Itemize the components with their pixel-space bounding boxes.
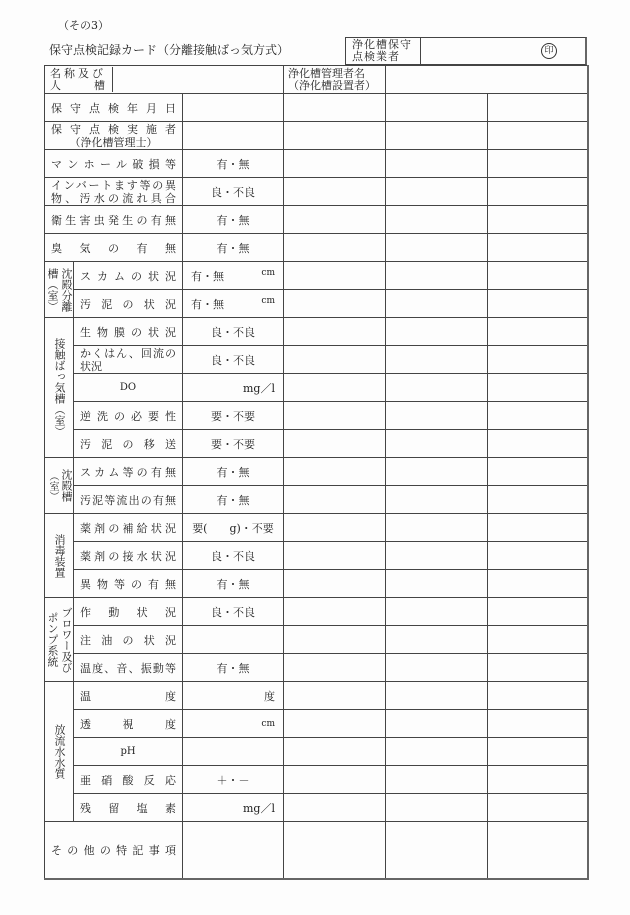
cell[interactable] <box>284 682 386 710</box>
category-separation-tank <box>45 262 74 318</box>
cell[interactable] <box>284 290 386 318</box>
category-contact-aeration-label: 接触ばっ気槽（室） <box>53 338 66 437</box>
item-label: 汚泥の状況 <box>74 290 183 318</box>
value-choice: 有・無 <box>191 297 224 311</box>
item-value <box>183 626 284 654</box>
category-pump-blower <box>45 598 74 682</box>
manager-name-label <box>284 66 386 94</box>
cell[interactable] <box>386 234 488 262</box>
cell[interactable] <box>386 794 488 822</box>
table-row <box>45 682 588 710</box>
cell[interactable] <box>284 458 386 486</box>
table-row <box>45 710 588 738</box>
item-label <box>74 346 183 374</box>
cell[interactable] <box>284 234 386 262</box>
table-row <box>45 654 588 682</box>
cell[interactable] <box>488 598 588 626</box>
cell[interactable] <box>284 262 386 290</box>
cell[interactable] <box>488 682 588 710</box>
cell[interactable] <box>386 542 488 570</box>
name-label-tank: 槽 <box>94 79 108 92</box>
manager-label-line1: 浄化槽管理者名 <box>288 66 365 80</box>
item-label: 温度 <box>74 682 183 710</box>
item-label: 生物膜の状況 <box>74 318 183 346</box>
cell[interactable] <box>488 150 588 178</box>
table-row <box>45 514 588 542</box>
cell[interactable] <box>284 598 386 626</box>
table-row <box>45 570 588 598</box>
cell[interactable] <box>284 346 386 374</box>
cell[interactable] <box>284 206 386 234</box>
item-value: 要( g)・不要 <box>183 514 284 542</box>
cell[interactable] <box>386 514 488 542</box>
item-unit: mg／l <box>183 794 284 822</box>
category-pump-col1: ポンプ系統 <box>46 612 59 667</box>
item-value: 有・無 <box>183 458 284 486</box>
cell[interactable] <box>284 822 386 879</box>
category-separation-col1: 沈殿分離 <box>60 267 73 312</box>
cell[interactable] <box>488 626 588 654</box>
cell[interactable] <box>488 654 588 682</box>
row-label-other-notes: その他の特記事項 <box>45 822 183 879</box>
cell[interactable] <box>386 654 488 682</box>
seal-stamp-icon: 印 <box>541 43 557 59</box>
cell[interactable] <box>488 374 588 402</box>
item-label: 汚泥等流出の有無 <box>74 486 183 514</box>
value-unit: cm <box>261 295 275 306</box>
row-value-odor: 有・無 <box>183 234 284 262</box>
category-settling-col2: （室） <box>47 470 58 501</box>
cell[interactable] <box>284 710 386 738</box>
item-label-line2: 状況 <box>80 359 102 373</box>
name-label-line1: 名称及び <box>50 67 106 80</box>
item-value: 良・不良 <box>183 346 284 374</box>
cell[interactable] <box>386 738 488 766</box>
cell[interactable] <box>386 178 488 206</box>
cell[interactable] <box>488 346 588 374</box>
item-label: 汚泥の移送 <box>74 430 183 458</box>
table-row <box>45 94 588 122</box>
item-label: スカムの状況 <box>74 262 183 290</box>
cell[interactable] <box>386 486 488 514</box>
table-row <box>45 794 588 822</box>
cell[interactable] <box>386 150 488 178</box>
table-row <box>45 738 588 766</box>
item-unit: cm <box>183 710 284 738</box>
item-label: 亜硝酸反応 <box>74 766 183 794</box>
cell[interactable] <box>488 766 588 794</box>
cell[interactable] <box>183 122 284 150</box>
cell[interactable] <box>284 794 386 822</box>
table-row <box>45 318 588 346</box>
cell[interactable] <box>284 94 386 122</box>
item-value: 有・無 <box>183 570 284 598</box>
table-row-other-notes <box>45 822 588 879</box>
category-disinfection-label: 消毒装置 <box>53 533 66 578</box>
category-effluent-label: 放流水水質 <box>53 724 66 779</box>
inspector-line1: 保守点検実施者 <box>51 122 176 136</box>
category-separation-col2: 槽（室） <box>46 267 59 312</box>
category-settling-col1: 沈殿槽 <box>60 469 73 502</box>
cell[interactable] <box>386 458 488 486</box>
item-label: 透視度 <box>74 710 183 738</box>
cell[interactable] <box>386 682 488 710</box>
item-value: 有・無 <box>183 486 284 514</box>
cell[interactable] <box>488 458 588 486</box>
item-value: ＋・－ <box>183 766 284 794</box>
table-row <box>45 262 588 290</box>
cell[interactable] <box>488 430 588 458</box>
cell[interactable] <box>488 570 588 598</box>
item-label: 残留塩素 <box>74 794 183 822</box>
cell[interactable] <box>488 290 588 318</box>
maintenance-contractor-label <box>346 38 421 64</box>
table-row <box>45 430 588 458</box>
name-capacity-field[interactable] <box>113 67 183 92</box>
cell[interactable] <box>284 766 386 794</box>
item-label-line1: かくはん、回流の <box>80 346 176 360</box>
row-label-date: 保守点検年月日 <box>45 94 183 122</box>
manager-name-field[interactable] <box>386 66 588 94</box>
cell[interactable] <box>284 738 386 766</box>
cell[interactable] <box>488 262 588 290</box>
cell[interactable] <box>386 94 488 122</box>
cell[interactable] <box>183 822 284 879</box>
table-row <box>45 598 588 626</box>
manager-label-line2: （浄化槽設置者） <box>288 78 376 92</box>
row-value-pests: 有・無 <box>183 206 284 234</box>
cell[interactable] <box>386 430 488 458</box>
cell[interactable] <box>284 514 386 542</box>
cell[interactable] <box>284 626 386 654</box>
table-row <box>45 766 588 794</box>
cell[interactable] <box>284 402 386 430</box>
cell[interactable] <box>386 710 488 738</box>
cell[interactable] <box>284 430 386 458</box>
row-label-pests: 衛生害虫発生の有無 <box>45 206 183 234</box>
inspector-line2: （浄化槽管理士） <box>69 135 158 149</box>
table-row <box>45 122 588 150</box>
cell[interactable] <box>386 626 488 654</box>
cell[interactable] <box>386 374 488 402</box>
cell[interactable] <box>386 598 488 626</box>
category-effluent-quality <box>45 682 74 822</box>
table-row <box>45 458 588 486</box>
table-row <box>45 542 588 570</box>
item-value: 良・不良 <box>183 542 284 570</box>
cell[interactable] <box>284 542 386 570</box>
row-value-manhole: 有・無 <box>183 150 284 178</box>
row-label-manhole: マンホール破損等 <box>45 150 183 178</box>
item-label: DO <box>74 374 183 402</box>
cell[interactable] <box>386 822 488 879</box>
table-row <box>45 206 588 234</box>
item-unit: mg／l <box>183 374 284 402</box>
cell[interactable] <box>386 206 488 234</box>
cell[interactable] <box>488 710 588 738</box>
contractor-label-line2: 点検業者 <box>352 50 400 63</box>
item-unit <box>183 738 284 766</box>
cell[interactable] <box>386 318 488 346</box>
page-note: （その3） <box>58 19 109 32</box>
cell[interactable] <box>183 94 284 122</box>
item-value: 要・不要 <box>183 402 284 430</box>
cell[interactable] <box>488 122 588 150</box>
cell[interactable] <box>284 374 386 402</box>
item-unit: 度 <box>183 682 284 710</box>
cell[interactable] <box>284 486 386 514</box>
category-settling-tank <box>45 458 74 514</box>
invert-line1: インバートます等の異 <box>51 178 176 192</box>
category-disinfection <box>45 514 74 598</box>
table-row <box>45 290 588 318</box>
item-value: 良・不良 <box>183 318 284 346</box>
item-label: 異物等の有無 <box>74 570 183 598</box>
item-label: 作動状況 <box>74 598 183 626</box>
header-row <box>45 66 588 94</box>
cell[interactable] <box>488 542 588 570</box>
cell[interactable] <box>386 766 488 794</box>
row-label-odor: 臭気の有無 <box>45 234 183 262</box>
invert-line2: 物、汚水の流れ具合 <box>51 191 176 205</box>
value-unit: cm <box>261 267 275 278</box>
item-value <box>183 262 284 290</box>
category-pump-col2: ブロワー及び <box>60 606 73 673</box>
cell[interactable] <box>284 570 386 598</box>
value-choice: 有・無 <box>191 269 224 283</box>
cell[interactable] <box>284 122 386 150</box>
item-label: 注油の状況 <box>74 626 183 654</box>
item-value: 有・無 <box>183 654 284 682</box>
cell[interactable] <box>488 514 588 542</box>
cell[interactable] <box>284 178 386 206</box>
item-label: 逆洗の必要性 <box>74 402 183 430</box>
cell[interactable] <box>386 346 488 374</box>
table-row <box>45 150 588 178</box>
row-value-invert: 良・不良 <box>183 178 284 206</box>
cell[interactable] <box>386 402 488 430</box>
item-value <box>183 290 284 318</box>
item-label: スカム等の有無 <box>74 458 183 486</box>
table-row <box>45 178 588 206</box>
table-row <box>45 626 588 654</box>
cell[interactable] <box>488 402 588 430</box>
cell[interactable] <box>284 150 386 178</box>
cell[interactable] <box>488 206 588 234</box>
cell[interactable] <box>386 570 488 598</box>
cell[interactable] <box>488 318 588 346</box>
table-row <box>45 234 588 262</box>
cell[interactable] <box>488 738 588 766</box>
cell[interactable] <box>284 318 386 346</box>
table-row <box>45 486 588 514</box>
cell[interactable] <box>386 122 488 150</box>
cell[interactable] <box>386 290 488 318</box>
contractor-label-line1: 浄化槽保守 <box>352 38 412 51</box>
maintenance-contractor-box <box>345 37 587 65</box>
table-row <box>45 402 588 430</box>
name-label-people: 人 <box>50 79 64 92</box>
item-label: 薬剤の補給状況 <box>74 514 183 542</box>
item-label: 温度、音、振動等 <box>74 654 183 682</box>
cell[interactable] <box>284 654 386 682</box>
item-value: 良・不良 <box>183 598 284 626</box>
table-row <box>45 346 588 374</box>
cell[interactable] <box>488 94 588 122</box>
row-label-inspector <box>45 122 183 150</box>
card-title: 保守点検記録カード（分離接触ばっ気方式） <box>49 43 290 57</box>
cell[interactable] <box>386 262 488 290</box>
item-label: 薬剤の接水状況 <box>74 542 183 570</box>
cell[interactable] <box>488 822 588 879</box>
category-contact-aeration <box>45 318 74 458</box>
cell[interactable] <box>488 178 588 206</box>
name-capacity-field-ext[interactable] <box>183 66 284 94</box>
item-label: pH <box>74 738 183 766</box>
table-row <box>45 374 588 402</box>
row-label-invert <box>45 178 183 206</box>
inspection-record-table <box>44 65 589 880</box>
cell[interactable] <box>488 794 588 822</box>
item-value: 要・不要 <box>183 430 284 458</box>
cell[interactable] <box>488 234 588 262</box>
name-capacity-label <box>45 66 183 94</box>
cell[interactable] <box>488 486 588 514</box>
